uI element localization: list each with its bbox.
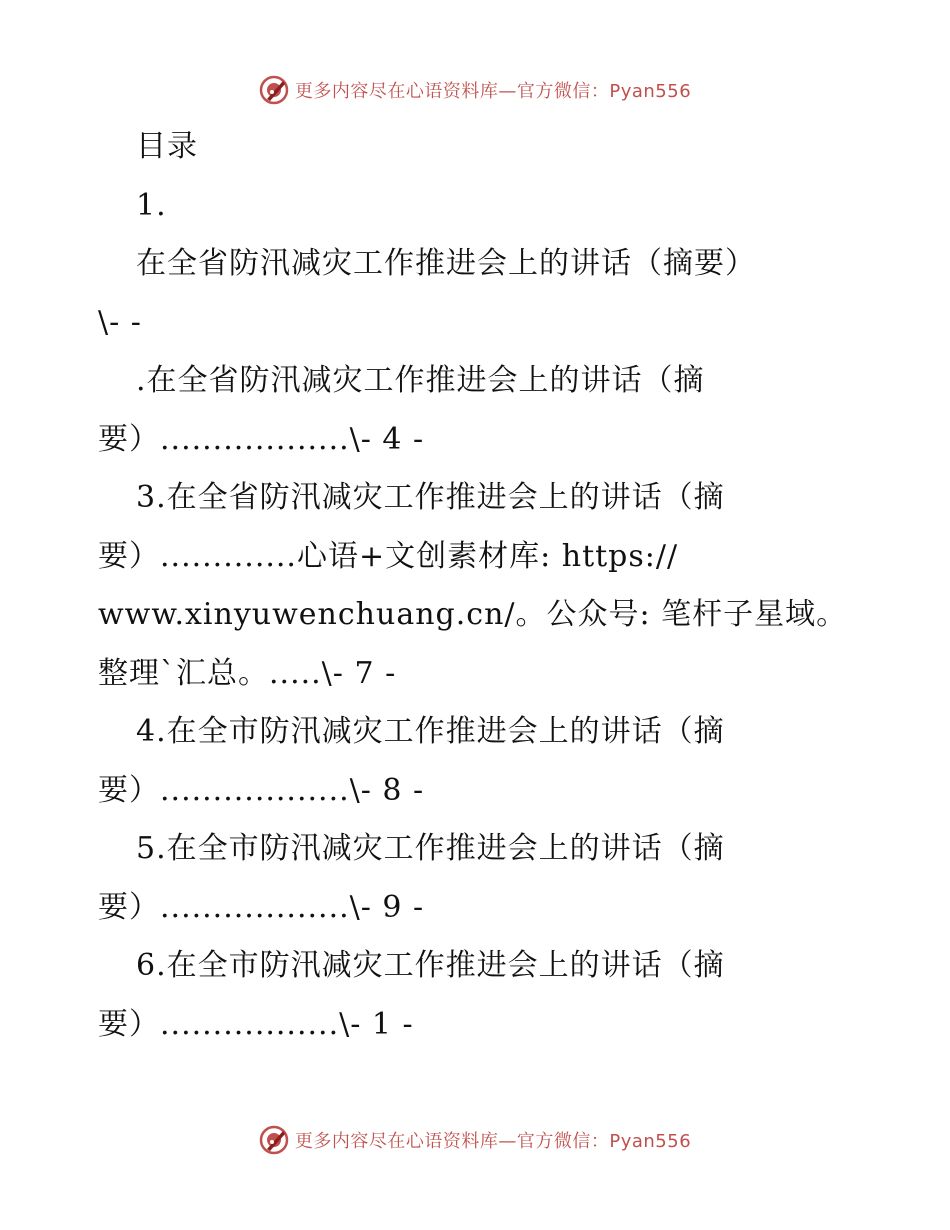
toc-line: 要）..................\- 9 - bbox=[98, 889, 425, 925]
toc-line: 3.在全省防汛减灾工作推进会上的讲话（摘 bbox=[136, 480, 725, 515]
quill-pen-logo-icon bbox=[259, 75, 289, 105]
header-banner-text: 更多内容尽在心语资料库—官方微信：Pyan556 bbox=[294, 81, 692, 102]
toc-line: 要）..................\- 8 - bbox=[98, 772, 425, 808]
quill-pen-logo-icon bbox=[259, 1125, 289, 1155]
footer-banner bbox=[0, 1120, 950, 1160]
toc-line: .在全省防汛减灾工作推进会上的讲话（摘 bbox=[136, 363, 705, 398]
toc-line: 在全省防汛减灾工作推进会上的讲话（摘要） bbox=[136, 246, 756, 281]
toc-line: 要）.................\- 1 - bbox=[98, 1006, 414, 1042]
toc-line: 1. bbox=[136, 187, 167, 223]
toc-line: 整理`汇总。.....\- 7 - bbox=[98, 655, 397, 691]
toc-line: 要）..................\- 4 - bbox=[98, 421, 425, 457]
toc-heading: 目录 bbox=[136, 129, 198, 164]
header-banner bbox=[0, 70, 950, 110]
toc-line: www.xinyuwenchuang.cn/。公众号: 笔杆子星域。 bbox=[98, 597, 848, 632]
table-of-contents bbox=[98, 118, 858, 1054]
toc-line: \- - bbox=[98, 304, 142, 340]
toc-line: 要）.............心语+文创素材库: https:// bbox=[98, 538, 679, 574]
toc-line: 6.在全市防汛减灾工作推进会上的讲话（摘 bbox=[136, 948, 725, 983]
toc-line: 5.在全市防汛减灾工作推进会上的讲话（摘 bbox=[136, 831, 725, 866]
footer-banner-text: 更多内容尽在心语资料库—官方微信：Pyan556 bbox=[294, 1131, 692, 1152]
toc-line: 4.在全市防汛减灾工作推进会上的讲话（摘 bbox=[136, 714, 725, 749]
